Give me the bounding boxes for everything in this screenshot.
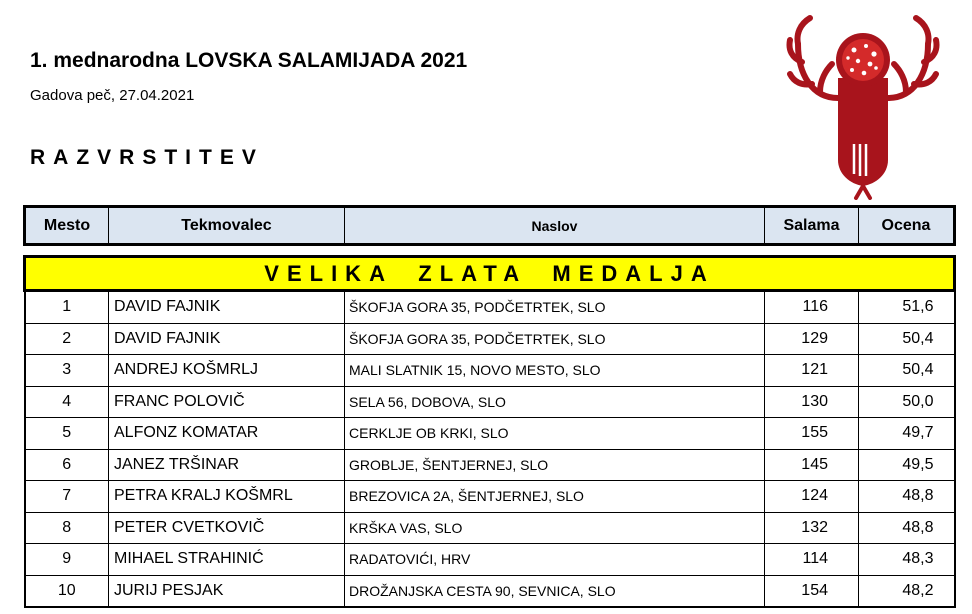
cell-salama: 130 bbox=[765, 386, 859, 418]
cell-tekmovalec: DAVID FAJNIK bbox=[109, 323, 345, 355]
cell-ocena: 48,8 bbox=[859, 512, 955, 544]
table-row bbox=[25, 291, 955, 324]
cell-salama: 121 bbox=[765, 355, 859, 387]
cell-ocena: 50,4 bbox=[859, 323, 955, 355]
cell-mesto: 7 bbox=[25, 481, 109, 513]
event-location-date: Gadova peč, 27.04.2021 bbox=[30, 87, 195, 104]
cell-ocena: 49,5 bbox=[859, 449, 955, 481]
cell-mesto: 2 bbox=[25, 323, 109, 355]
column-header-mesto: Mesto bbox=[25, 207, 109, 245]
table-row bbox=[25, 575, 955, 607]
cell-tekmovalec: ANDREJ KOŠMRLJ bbox=[109, 355, 345, 387]
cell-salama: 155 bbox=[765, 418, 859, 450]
cell-mesto: 10 bbox=[25, 575, 109, 607]
results-table-header bbox=[23, 205, 956, 246]
cell-ocena: 48,2 bbox=[859, 575, 955, 607]
cell-naslov: MALI SLATNIK 15, NOVO MESTO, SLO bbox=[345, 355, 765, 387]
table-row bbox=[25, 481, 955, 513]
cell-naslov: ŠKOFJA GORA 35, PODČETRTEK, SLO bbox=[345, 291, 765, 324]
salami-antlers-logo bbox=[786, 14, 940, 200]
cell-salama: 129 bbox=[765, 323, 859, 355]
cell-mesto: 9 bbox=[25, 544, 109, 576]
cell-ocena: 49,7 bbox=[859, 418, 955, 450]
cell-naslov: RADATOVIĆI, HRV bbox=[345, 544, 765, 576]
cell-naslov: KRŠKA VAS, SLO bbox=[345, 512, 765, 544]
cell-ocena: 48,8 bbox=[859, 481, 955, 513]
cell-mesto: 4 bbox=[25, 386, 109, 418]
cell-salama: 154 bbox=[765, 575, 859, 607]
cell-salama: 116 bbox=[765, 291, 859, 324]
column-header-naslov: Naslov bbox=[345, 207, 765, 245]
results-table bbox=[23, 255, 956, 608]
table-row bbox=[25, 386, 955, 418]
table-row bbox=[25, 355, 955, 387]
cell-ocena: 51,6 bbox=[859, 291, 955, 324]
cell-mesto: 8 bbox=[25, 512, 109, 544]
cell-naslov: BREZOVICA 2A, ŠENTJERNEJ, SLO bbox=[345, 481, 765, 513]
cell-salama: 132 bbox=[765, 512, 859, 544]
cell-tekmovalec: DAVID FAJNIK bbox=[109, 291, 345, 324]
cell-naslov: ŠKOFJA GORA 35, PODČETRTEK, SLO bbox=[345, 323, 765, 355]
table-row bbox=[25, 418, 955, 450]
cell-tekmovalec: FRANC POLOVIČ bbox=[109, 386, 345, 418]
cell-tekmovalec: PETRA KRALJ KOŠMRL bbox=[109, 481, 345, 513]
table-row bbox=[25, 512, 955, 544]
cell-ocena: 48,3 bbox=[859, 544, 955, 576]
cell-tekmovalec: JANEZ TRŠINAR bbox=[109, 449, 345, 481]
cell-salama: 124 bbox=[765, 481, 859, 513]
table-row bbox=[25, 449, 955, 481]
table-row bbox=[25, 544, 955, 576]
section-heading: RAZVRSTITEV bbox=[30, 146, 264, 169]
cell-mesto: 6 bbox=[25, 449, 109, 481]
cell-tekmovalec: JURIJ PESJAK bbox=[109, 575, 345, 607]
cell-mesto: 5 bbox=[25, 418, 109, 450]
cell-ocena: 50,4 bbox=[859, 355, 955, 387]
column-header-tekmovalec: Tekmovalec bbox=[109, 207, 345, 245]
cell-tekmovalec: ALFONZ KOMATAR bbox=[109, 418, 345, 450]
cell-salama: 114 bbox=[765, 544, 859, 576]
medal-category-label: VELIKA ZLATA MEDALJA bbox=[25, 257, 955, 291]
table-row bbox=[25, 323, 955, 355]
cell-mesto: 1 bbox=[25, 291, 109, 324]
cell-naslov: CERKLJE OB KRKI, SLO bbox=[345, 418, 765, 450]
page-title: 1. mednarodna LOVSKA SALAMIJADA 2021 bbox=[30, 49, 468, 72]
column-header-ocena: Ocena bbox=[859, 207, 955, 245]
column-header-salama: Salama bbox=[765, 207, 859, 245]
cell-naslov: SELA 56, DOBOVA, SLO bbox=[345, 386, 765, 418]
cell-ocena: 50,0 bbox=[859, 386, 955, 418]
cell-naslov: GROBLJE, ŠENTJERNEJ, SLO bbox=[345, 449, 765, 481]
cell-salama: 145 bbox=[765, 449, 859, 481]
cell-tekmovalec: MIHAEL STRAHINIĆ bbox=[109, 544, 345, 576]
cell-naslov: DROŽANJSKA CESTA 90, SEVNICA, SLO bbox=[345, 575, 765, 607]
cell-mesto: 3 bbox=[25, 355, 109, 387]
cell-tekmovalec: PETER CVETKOVIČ bbox=[109, 512, 345, 544]
